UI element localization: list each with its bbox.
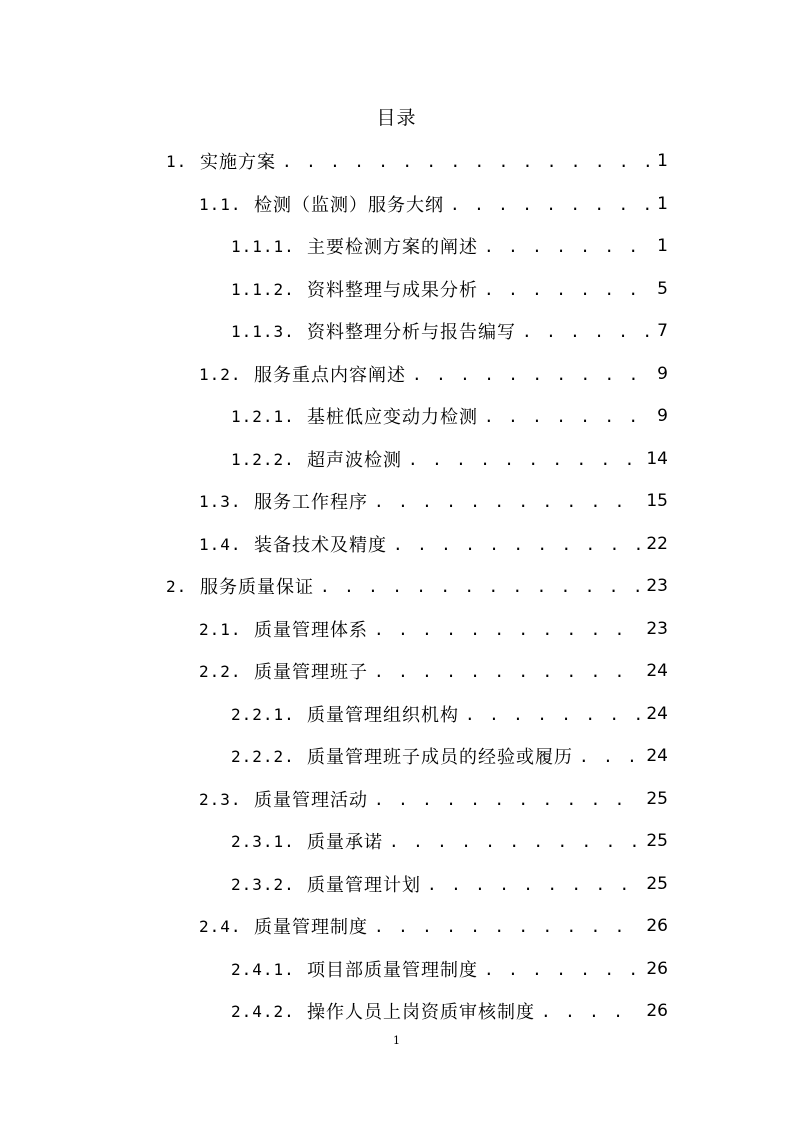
toc-entry-number: 2. — [166, 576, 188, 596]
toc-entry-number: 2.3.1. — [231, 831, 295, 851]
toc-entry-page: 23 — [646, 576, 668, 596]
toc-entry-label: 质量管理班子成员的经验或履历 — [307, 747, 573, 768]
toc-entry[interactable] — [166, 565, 668, 607]
toc-entry[interactable] — [199, 523, 668, 565]
toc-leader-dots — [541, 1002, 640, 1021]
toc-entry-number: 2.2. — [199, 661, 242, 681]
toc-entry-page: 26 — [646, 959, 668, 979]
toc-entry-label: 超声波检测 — [307, 450, 402, 471]
toc-entry[interactable] — [199, 480, 668, 522]
toc-entry-number: 2.2.1. — [231, 704, 295, 724]
toc-entry-page: 14 — [646, 449, 668, 469]
toc-entry-number: 1.1.3. — [231, 321, 295, 341]
toc-entry-label: 质量管理组织机构 — [307, 705, 459, 726]
toc-leader-dots — [484, 280, 650, 299]
toc-leader-dots — [374, 662, 640, 681]
toc-leader-dots — [389, 832, 640, 851]
toc-leader-dots — [374, 917, 640, 936]
toc-entry-page: 25 — [646, 874, 668, 894]
toc-entry[interactable] — [231, 395, 668, 437]
toc-entry-number: 1.1.2. — [231, 279, 295, 299]
toc-entry-number: 1.2.1. — [231, 406, 295, 426]
toc-entry-page: 24 — [646, 661, 668, 681]
toc-leader-dots — [484, 237, 650, 256]
toc-leader-dots — [522, 322, 650, 341]
toc-entry[interactable] — [231, 693, 668, 735]
toc-leader-dots — [412, 365, 650, 384]
toc-entry[interactable] — [199, 608, 668, 650]
toc-entry-page: 1 — [657, 151, 668, 171]
toc-entry-label: 装备技术及精度 — [254, 535, 387, 556]
toc-leader-dots — [450, 195, 650, 214]
toc-entry-page: 7 — [657, 321, 668, 341]
toc-leader-dots — [484, 960, 640, 979]
toc-entry-page: 5 — [657, 279, 668, 299]
toc-entry-number: 1.1.1. — [231, 236, 295, 256]
toc-entry[interactable] — [231, 438, 668, 480]
toc-entry-number: 2.1. — [199, 619, 242, 639]
toc-leader-dots — [408, 450, 640, 469]
toc-entry[interactable] — [166, 140, 668, 182]
toc-entry-page: 25 — [646, 789, 668, 809]
toc-entry-number: 1. — [166, 151, 188, 171]
toc-entry-number: 2.3.2. — [231, 874, 295, 894]
toc-entry-number: 1.1. — [199, 194, 242, 214]
toc-entry[interactable] — [231, 735, 668, 777]
toc-entry-page: 23 — [646, 619, 668, 639]
toc-entry-label: 质量管理制度 — [254, 917, 368, 938]
toc-entry[interactable] — [231, 990, 668, 1032]
toc-entry[interactable] — [231, 948, 668, 990]
toc-entry-page: 22 — [646, 534, 668, 554]
toc-entry-page: 26 — [646, 916, 668, 936]
page-title: 目录 — [376, 107, 417, 129]
toc-entry-number: 2.2.2. — [231, 746, 295, 766]
toc-entry-page: 26 — [646, 1001, 668, 1021]
toc-entry-label: 资料整理分析与报告编写 — [307, 322, 516, 343]
toc-leader-dots — [579, 747, 640, 766]
toc-leader-dots — [465, 705, 640, 724]
toc-entry[interactable] — [199, 650, 668, 692]
toc-entry[interactable] — [199, 183, 668, 225]
toc-entry-number: 1.4. — [199, 534, 242, 554]
toc-leader-dots — [320, 577, 640, 596]
toc-entry-page: 9 — [657, 406, 668, 426]
toc-entry-label: 项目部质量管理制度 — [307, 960, 478, 981]
toc-entry-page: 15 — [646, 491, 668, 511]
toc-entry-page: 25 — [646, 831, 668, 851]
toc-entry[interactable] — [199, 353, 668, 395]
page-number: 1 — [393, 1034, 400, 1047]
toc-entry-label: 检测（监测）服务大纲 — [254, 195, 444, 216]
toc-leader-dots — [374, 790, 640, 809]
toc-entry-number: 2.4. — [199, 916, 242, 936]
toc-entry-page: 9 — [657, 364, 668, 384]
toc-entry[interactable] — [231, 225, 668, 267]
toc-entry-label: 主要检测方案的阐述 — [307, 237, 478, 258]
toc-entry[interactable] — [231, 863, 668, 905]
toc-leader-dots — [374, 492, 640, 511]
toc-entry-label: 基桩低应变动力检测 — [307, 407, 478, 428]
toc-entry-number: 1.2.2. — [231, 449, 295, 469]
toc-entry-label: 服务质量保证 — [200, 577, 314, 598]
toc-entry-number: 2.4.2. — [231, 1001, 295, 1021]
toc-entry-page: 1 — [657, 194, 668, 214]
toc-entry[interactable] — [231, 310, 668, 352]
toc-entry-page: 24 — [646, 704, 668, 724]
toc-entry-number: 2.3. — [199, 789, 242, 809]
toc-entry-label: 实施方案 — [200, 152, 276, 173]
toc-entry[interactable] — [199, 778, 668, 820]
toc-entry-page: 1 — [657, 236, 668, 256]
toc-entry-label: 服务工作程序 — [254, 492, 368, 513]
toc-entry-number: 2.4.1. — [231, 959, 295, 979]
toc-entry-page: 24 — [646, 746, 668, 766]
toc-entry[interactable] — [231, 820, 668, 862]
toc-entry[interactable] — [199, 905, 668, 947]
toc-leader-dots — [427, 875, 640, 894]
toc-entry-label: 操作人员上岗资质审核制度 — [307, 1002, 535, 1023]
toc-leader-dots — [484, 407, 650, 426]
toc-leader-dots — [282, 152, 650, 171]
toc-entry-label: 服务重点内容阐述 — [254, 365, 406, 386]
toc-entry-number: 1.3. — [199, 491, 242, 511]
toc-entry-label: 质量承诺 — [307, 832, 383, 853]
toc-entry-label: 质量管理体系 — [254, 620, 368, 641]
toc-leader-dots — [393, 535, 640, 554]
toc-entry-label: 质量管理班子 — [254, 662, 368, 683]
toc-entry-label: 质量管理计划 — [307, 875, 421, 896]
toc-leader-dots — [374, 620, 640, 639]
toc-entry-number: 1.2. — [199, 364, 242, 384]
toc-entry-label: 资料整理与成果分析 — [307, 280, 478, 301]
toc-entry[interactable] — [231, 268, 668, 310]
toc-entry-label: 质量管理活动 — [254, 790, 368, 811]
